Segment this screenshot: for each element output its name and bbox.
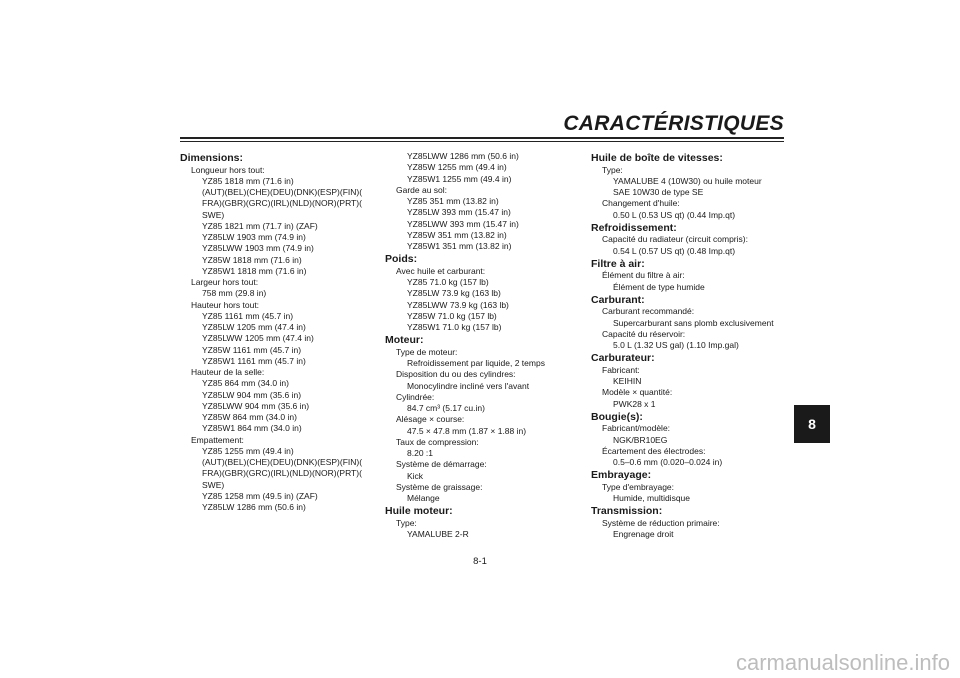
spec-value: YZ85 351 mm (13.82 in): [407, 196, 499, 206]
spec-value: YZ85W1 71.0 kg (157 lb): [407, 322, 502, 332]
spec-label: Alésage × course:: [396, 414, 465, 425]
spec-value: KEIHIN: [613, 376, 642, 386]
spec-value: Mélange: [407, 493, 440, 503]
spec-value: 0.5–0.6 mm (0.020–0.024 in): [613, 457, 723, 467]
spec-value: 0.54 L (0.57 US qt) (0.48 Imp.qt): [613, 245, 736, 256]
spec-value: FRA)(GBR)(GRC)(IRL)(NLD)(NOR)(PRT)(: [202, 468, 362, 479]
page-title: CARACTÉRISTIQUES: [563, 112, 784, 135]
spec-heading: Refroidissement:: [591, 221, 677, 234]
spec-value: YZ85LWW 1286 mm (50.6 in): [407, 151, 519, 161]
spec-value: YZ85LW 73.9 kg (163 lb): [407, 288, 501, 299]
spec-value: YZ85W 1255 mm (49.4 in): [407, 162, 507, 173]
spec-value: YZ85 1258 mm (49.5 in) (ZAF): [202, 490, 318, 501]
spec-label: Changement d'huile:: [602, 198, 680, 209]
spec-label: Cylindrée:: [396, 391, 435, 402]
spec-value: YZ85 1255 mm (49.4 in): [202, 445, 294, 456]
spec-value: Élément de type humide: [613, 281, 705, 292]
spec-label: Hauteur de la selle:: [191, 367, 265, 377]
spec-label: Système de réduction primaire:: [602, 517, 720, 528]
spec-value: SAE 10W30 de type SE: [613, 187, 704, 197]
spec-value: Refroidissement par liquide, 2 temps: [407, 358, 545, 368]
spec-heading: Dimensions:: [180, 152, 244, 164]
spec-label: Carburant recommandé:: [602, 306, 695, 317]
spec-label: Système de graissage:: [396, 481, 483, 492]
chapter-tab-label: 8: [808, 416, 816, 432]
spec-value: 84.7 cm³ (5.17 cu.in): [407, 403, 485, 413]
spec-value: (AUT)(BEL)(CHE)(DEU)(DNK)(ESP)(FIN)(: [202, 457, 363, 467]
spec-value: YZ85LWW 1205 mm (47.4 in): [202, 333, 314, 344]
spec-column-3: [591, 151, 791, 540]
spec-value: YZ85W 864 mm (34.0 in): [202, 412, 297, 422]
spec-value: YZ85W 1818 mm (71.6 in): [202, 254, 302, 265]
spec-value: YZ85W1 1255 mm (49.4 in): [407, 173, 512, 184]
spec-value: YAMALUBE 4 (10W30) ou huile moteur: [613, 175, 762, 186]
spec-label: Disposition du ou des cylindres:: [396, 369, 516, 380]
spec-label: Capacité du radiateur (circuit compris):: [602, 234, 748, 245]
spec-label: Élément du filtre à air:: [602, 270, 685, 281]
spec-value: NGK/BR10EG: [613, 434, 668, 445]
spec-value: FRA)(GBR)(GRC)(IRL)(NLD)(NOR)(PRT)(: [202, 198, 362, 209]
spec-value: YZ85 71.0 kg (157 lb): [407, 277, 489, 287]
spec-value: PWK28 x 1: [613, 398, 656, 409]
spec-label: Fabricant:: [602, 364, 640, 375]
spec-heading: Carburant:: [591, 293, 645, 306]
spec-label: Type d'embrayage:: [602, 481, 675, 492]
spec-label: Longueur hors tout:: [191, 164, 265, 175]
spec-value: Humide, multidisque: [613, 493, 691, 503]
spec-value: YZ85W 351 mm (13.82 in): [407, 229, 507, 240]
spec-value: YZ85 1818 mm (71.6 in): [202, 175, 294, 186]
spec-label: Capacité du réservoir:: [602, 328, 686, 339]
spec-label: Largeur hors tout:: [191, 277, 259, 287]
spec-value: 5.0 L (1.32 US gal) (1.10 Imp.gal): [613, 340, 739, 350]
spec-value: 758 mm (29.8 in): [202, 288, 267, 299]
spec-column-2: [385, 151, 575, 540]
watermark: carmanualsonline.info: [735, 650, 950, 675]
spec-heading: Poids:: [385, 253, 418, 266]
spec-value: YZ85W1 864 mm (34.0 in): [202, 423, 302, 434]
spec-value: YZ85LWW 904 mm (35.6 in): [202, 400, 310, 411]
spec-value: SWE): [202, 209, 225, 220]
spec-column-1: [180, 151, 380, 513]
spec-value: Kick: [407, 470, 424, 481]
spec-label: Modèle × quantité:: [602, 387, 673, 398]
spec-value: YZ85 1821 mm (71.7 in) (ZAF): [202, 220, 318, 231]
spec-value: Supercarburant sans plomb exclusivement: [613, 317, 774, 328]
spec-value: YZ85W 71.0 kg (157 lb): [407, 310, 497, 321]
spec-value: Monocylindre incliné vers l'avant: [407, 380, 530, 391]
spec-value: YZ85LWW 73.9 kg (163 lb): [407, 299, 509, 310]
spec-label: Type:: [396, 517, 417, 528]
spec-label: Taux de compression:: [396, 436, 479, 447]
spec-label: Système de démarrage:: [396, 459, 487, 470]
spec-value: 47.5 × 47.8 mm (1.87 × 1.88 in): [407, 425, 527, 436]
spec-value: YZ85LW 904 mm (35.6 in): [202, 389, 302, 400]
spec-value: YZ85LW 393 mm (15.47 in): [407, 207, 511, 218]
spec-value: (AUT)(BEL)(CHE)(DEU)(DNK)(ESP)(FIN)(: [202, 187, 363, 197]
spec-value: YZ85LW 1205 mm (47.4 in): [202, 322, 306, 332]
chapter-tab[interactable]: [794, 405, 830, 443]
page-number: 8-1: [473, 556, 487, 567]
spec-value: YZ85LW 1286 mm (50.6 in): [202, 502, 306, 512]
spec-value: YZ85W1 1818 mm (71.6 in): [202, 265, 307, 276]
spec-value: YZ85W 1161 mm (45.7 in): [202, 344, 302, 355]
spec-heading: Transmission:: [591, 505, 663, 518]
spec-label: Type:: [602, 164, 623, 175]
spec-heading: Huile de boîte de vitesses:: [591, 152, 723, 164]
spec-value: Engrenage droit: [613, 529, 674, 539]
spec-label: Avec huile et carburant:: [396, 265, 486, 276]
spec-heading: Moteur:: [385, 334, 424, 347]
spec-value: YAMALUBE 2-R: [407, 529, 469, 539]
spec-value: 8.20 :1: [407, 448, 433, 458]
spec-label: Hauteur hors tout:: [191, 299, 260, 310]
spec-heading: Huile moteur:: [385, 505, 453, 518]
title-rule-thick: [180, 137, 784, 139]
spec-value: YZ85 864 mm (34.0 in): [202, 378, 289, 389]
spec-value: YZ85LW 1903 mm (74.9 in): [202, 232, 306, 242]
spec-label: Garde au sol:: [396, 184, 448, 195]
spec-heading: Filtre à air:: [591, 257, 645, 270]
spec-heading: Bougie(s):: [591, 410, 643, 423]
spec-label: Type de moteur:: [396, 346, 458, 357]
spec-label: Écartement des électrodes:: [602, 445, 706, 456]
spec-value: 0.50 L (0.53 US qt) (0.44 Imp.qt): [613, 209, 736, 220]
spec-label: Fabricant/modèle:: [602, 423, 671, 434]
spec-heading: Carburateur:: [591, 352, 655, 365]
spec-value: YZ85LWW 393 mm (15.47 in): [407, 218, 519, 229]
spec-heading: Embrayage:: [591, 469, 652, 482]
spec-value: YZ85LWW 1903 mm (74.9 in): [202, 243, 314, 254]
title-rule-thin: [180, 141, 784, 142]
spec-value: SWE): [202, 479, 225, 490]
spec-value: YZ85 1161 mm (45.7 in): [202, 310, 294, 321]
spec-label: Empattement:: [191, 434, 244, 445]
spec-value: YZ85W1 1161 mm (45.7 in): [202, 355, 306, 366]
spec-value: YZ85W1 351 mm (13.82 in): [407, 241, 512, 251]
